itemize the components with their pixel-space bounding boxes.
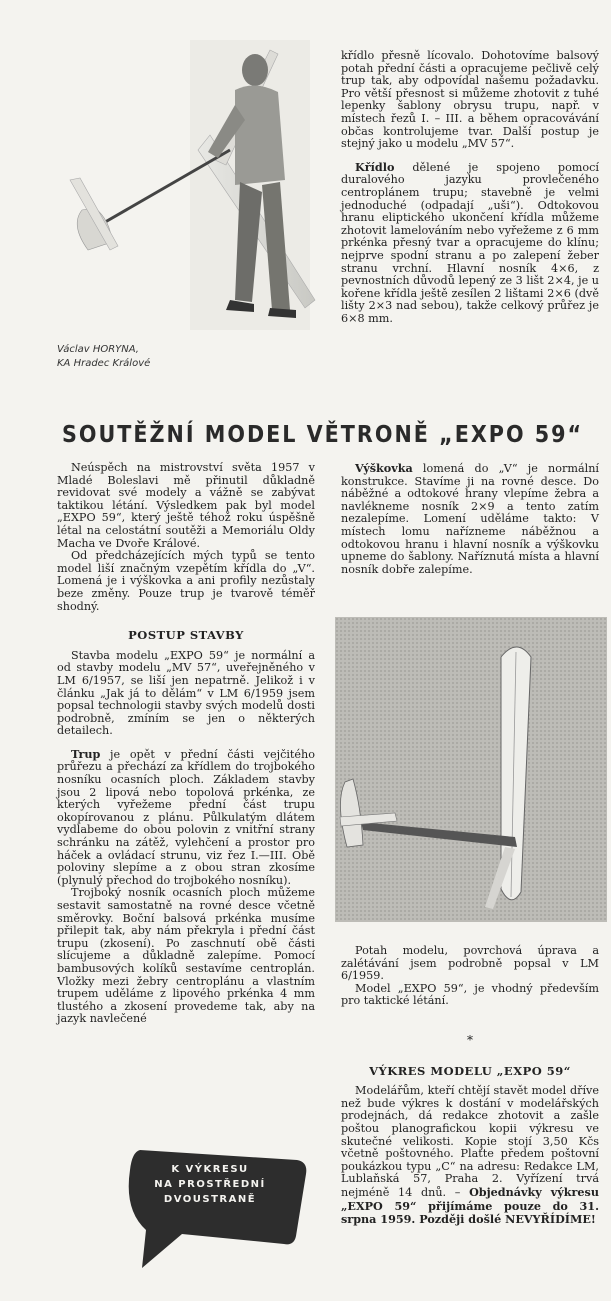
bold-notice: Objednávky výkresu „EXPO 59“ přijímáme pouze do 31. srpna 1959. Později došlé NEVYŘÍDÍME!: [341, 1184, 599, 1227]
right-column-lower: [341, 945, 599, 1227]
paragraph: křídlo přesně lícovalo. Dohotovíme balsový potah přední části a opracujeme pečlivě celý trup tak, aby odpovídal našemu požadavku. Pro větší přesnost si můžeme zhotovit z tuhé lepenky šablony obrysu trupu, např. v místech řezů I. – III. a během opracovávání občas kontrolujeme tvar. Další postup je stejný jako u modelu „MV 57“.: [341, 49, 599, 151]
left-column: [57, 462, 315, 1026]
section-heading: POSTUP STAVBY: [128, 628, 244, 643]
paragraph: Model „EXPO 59“, je vhodný především pro taktické létání.: [341, 981, 599, 1008]
photo-man-with-glider: [40, 10, 330, 340]
section-heading: VÝKRES MODELU „EXPO 59“: [369, 1063, 571, 1078]
bold-term: Trup: [71, 746, 101, 761]
paragraph: Stavba modelu „EXPO 59“ je normální a od stavby modelu „MV 57“, uveřejněného v LM 6/1957, se liší jen nepatrně. Jelikož i v článku „Jak já to dělám“ v LM 6/1959 jsem popsal technologii stavby svých modelů dosti podrobně, zmíním se jen o některých detailech.: [57, 648, 315, 738]
badge-line: K VÝKRESU: [171, 1164, 249, 1175]
badge-line: DVOUSTRANĚ: [163, 1194, 257, 1205]
paragraph: Potah modelu, povrchová úprava a zalétávání jsem podrobně popsal v LM 6/1959.: [341, 944, 599, 983]
top-right-column: [341, 50, 599, 325]
paragraph: [341, 462, 599, 576]
bold-term: Výškovka: [355, 461, 413, 475]
paragraph: Od předcházejících mých typů se tento model liší značným vzepětím křídla do „V“. Lomená je i výškovka a ani profily nezůstaly beze změny. Pouze trup je tvarově téměř shodný.: [57, 549, 315, 613]
paragraph: [341, 1085, 599, 1227]
photo-glider-model: [335, 617, 607, 922]
paragraph-text: Modelářům, kteří chtějí stavět model dříve než bude výkres k dostání v modelářských prodejnách, dá redakce zhotovit a zašle poštou planografickou kopii výkresu ve skutečné velikosti. Kopie stojí 3,50 Kčs včetně poštovného. Plaťte předem poštovní poukázkou typu „C“ na adresu: Redakce LM, Lublaňská 57, Praha 2. Vyřízení trvá nejméně 14 dnů. –: [341, 1084, 599, 1199]
bold-term: Křídlo: [355, 159, 395, 174]
paragraph: Neúspěch na mistrovství světa 1957 v Mladé Boleslavi mě přinutil důkladně revidovat své modely a vážně se zabývat taktikou létání. Výsledkem pak byl model „EXPO 59“, který ještě téhož roku úspěšně létal na celostátní soutěži a Memoriálu Oldy Macha ve Dvoře Králové.: [57, 461, 315, 550]
author-affiliation: KA Hradec Králové: [57, 358, 151, 369]
section-separator: *: [467, 1032, 473, 1047]
right-column: [341, 462, 599, 576]
paragraph: Trojboký nosník ocasních ploch můžeme sestavit samostatně na rovné desce včetně směrovky. Boční balsová prkénka musíme přilepit tak, aby nám překryla i přední část trupu (zkosení). Po zaschnutí obě části slícujeme a důkladně zalepíme. Pomocí bambusových kolíků sestavíme centroplán. Vložky mezi žebry centroplánu a vlastním trupem uděláme z lipového prkénka 4 mm tlustého a zkosení provedeme tak, aby na jazyk navlečené: [57, 886, 315, 1026]
photo-caption: [57, 343, 207, 371]
badge-text: [140, 1162, 280, 1207]
paragraph-text: lomená do „V“ je normální konstrukce. Stavíme ji na rovné desce. Do náběžné a odtokové hrany vlepíme žebra a navlékneme nosník 2×9 a tento zatím nezalepíme. Lomení uděláme takto: V místech lomu nařízneme náběžnou a odtokovou hranu i hlavní nosník a výškovku upneme do šablony. Naříznutá místa a hlavní nosník dobře zalepíme.: [341, 462, 599, 576]
paragraph-text: je opět v přední části vejčitého průřezu a přechází za křídlem do trojbokého nosníku ocasních ploch. Základem stavby jsou 2 lipová nebo topolová prkénka, ze kterých vyřežeme přední část trupu okopírovanou z plánu. Půlkulatým dlátem vydlabeme do obou polovin z vnitřní strany schránku na zátěž, vylehčení a prostor pro háček a ovládací strunu, viz řez I.—III. Obě poloviny slepíme a z obou stran zkosíme (plynulý přechod do trojbokého nosníku).: [57, 747, 315, 887]
article-headline: SOUTĚŽNÍ MODEL VĚTRONĚ „EXPO 59“: [62, 422, 584, 448]
paragraph-text: dělené je spojeno pomocí duralového jazyku provlečeného centroplánem trupu; stavebně je velmi jednoduché (odpadají „uši“). Odtokovou hranu eliptického ukončení křídla můžeme zhotovit lamelováním nebo vyřežeme z 6 mm prkénka přesný tvar a opracujeme do klínu; nejprve spodní stranu a po zalepení žeber stranu vrchní. Hlavní nosník 4×6, z pevnostních důvodů lepený ze 3 lišt 2×4, je u kořene křídla ještě zesílen 2 lištami 2×6 (dvě lišty 2×3 nad sebou), takže celkový průřez je 6×8 mm.: [341, 160, 599, 325]
author-name: Václav HORYNA,: [57, 344, 139, 355]
badge-line: NA PROSTŘEDNÍ: [154, 1179, 266, 1190]
paragraph: [341, 161, 599, 326]
paragraph: [57, 748, 315, 888]
